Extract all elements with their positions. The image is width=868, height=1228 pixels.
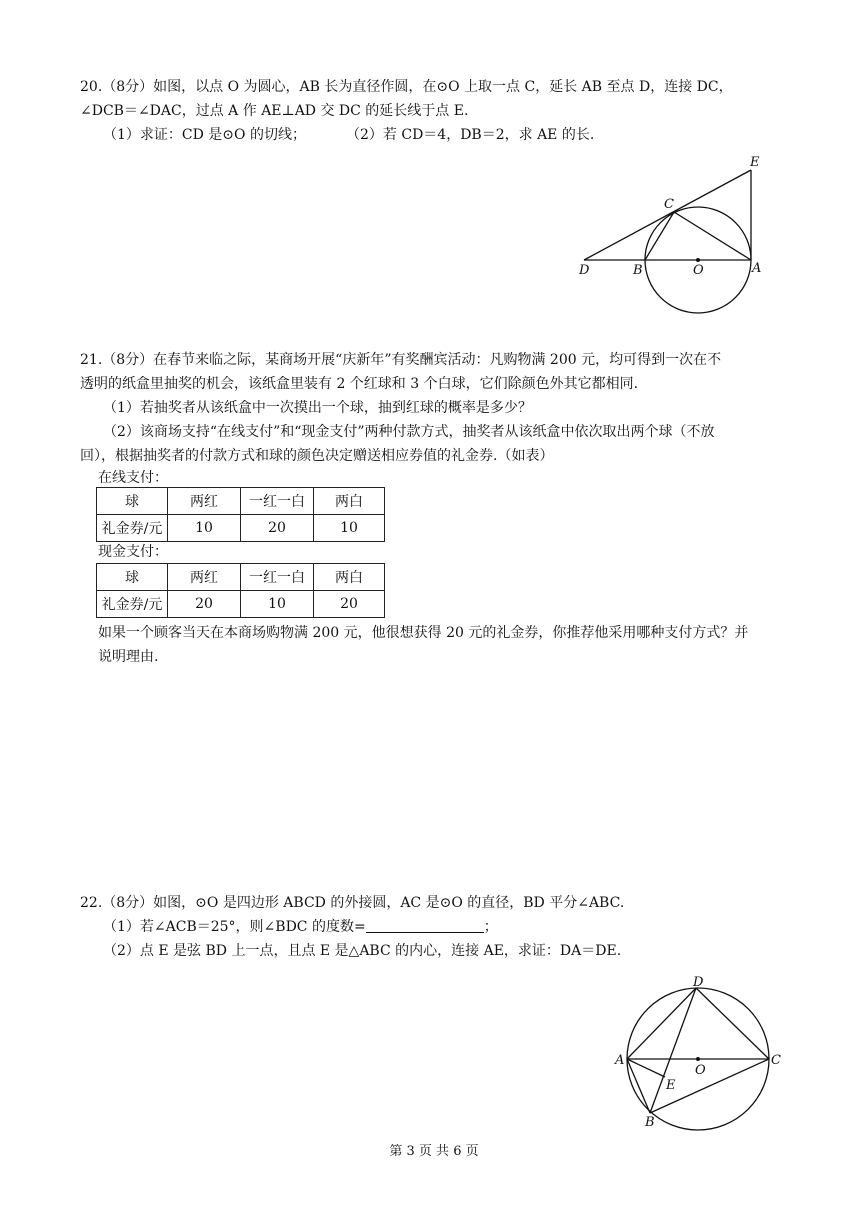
table-cell: 10: [314, 515, 385, 542]
q21-question-line1: 如果一个顾客当天在本商场购物满 200 元，他很想获得 20 元的礼金券，你推荐他采用哪种支付方式？并: [98, 625, 749, 641]
table-row: [97, 591, 385, 618]
q20-center-dot: [696, 258, 700, 262]
q20-label-D: D: [579, 263, 590, 278]
q22-part1-suffix: ；: [483, 919, 498, 935]
q22-figure: [605, 975, 795, 1135]
table-header-row: [97, 564, 385, 591]
q20-label-O: O: [693, 263, 704, 278]
answer-blank[interactable]: [366, 918, 484, 933]
table-cell: 球: [97, 488, 168, 515]
q20-label-B: B: [633, 263, 643, 278]
q22-part2: （2）点 E 是弦 BD 上一点，且点 E 是△ABC 的内心，连接 AE，求证：DA＝DE.: [103, 943, 622, 959]
q22-label-C: C: [771, 1053, 781, 1068]
q20-line2: ∠DCB＝∠DAC，过点 A 作 AE⊥AD 交 DC 的延长线于点 E.: [80, 103, 469, 119]
q22-line-AE: [627, 1059, 665, 1077]
table-cell: 20: [168, 591, 241, 618]
online-payment-label: 在线支付：: [98, 470, 168, 486]
table-cell: 一红一白: [241, 564, 314, 591]
q22-label-A: A: [615, 1053, 625, 1068]
table-cell: 两红: [168, 564, 241, 591]
q22-label-D: D: [693, 975, 704, 990]
q20-part2: （2）若 CD＝4，DB＝2，求 AE 的长.: [346, 127, 595, 143]
table-cell: 20: [241, 515, 314, 542]
q22-part1: [103, 917, 498, 937]
q22-label-O: O: [695, 1063, 706, 1078]
q21-line2: 透明的纸盒里抽奖的机会，该纸盒里装有 2 个红球和 3 个白球，它们除颜色外其它都相同.: [80, 376, 639, 392]
q22-line-DC: [696, 988, 769, 1059]
q20-part1: （1）求证：CD 是⊙O 的切线；: [103, 127, 306, 143]
q22-line-AB: [627, 1059, 650, 1113]
q22-line1: 22.（8分）如图，⊙O 是四边形 ABCD 的外接圆，AC 是⊙O 的直径，BD 平分∠ABC.: [80, 895, 625, 911]
q21-question-line2: 说明理由.: [98, 649, 159, 665]
q22-label-E: E: [666, 1078, 676, 1093]
q21-part2-line1: （2）该商场支持“在线支付”和“现金支付”两种付款方式，抽奖者从该纸盒中依次取出两个球（不放: [103, 424, 715, 440]
table-row: [97, 515, 385, 542]
table-cell: 10: [241, 591, 314, 618]
q21-line1: 21.（8分）在春节来临之际，某商场开展“庆新年”有奖酬宾活动：凡购物满 200 元，均可得到一次在不: [80, 352, 722, 368]
cash-payment-label: 现金支付：: [98, 544, 168, 560]
page-footer: 第 3 页 共 6 页: [389, 1144, 479, 1159]
q21-part1: （1）若抽奖者从该纸盒中一次摸出一个球，抽到红球的概率是多少？: [103, 400, 532, 416]
table-cell: 两白: [314, 564, 385, 591]
q20-figure: [570, 150, 770, 320]
q20-label-A: A: [752, 261, 762, 276]
q20-label-E: E: [750, 155, 760, 170]
table-cell: 球: [97, 564, 168, 591]
table-cell: 20: [314, 591, 385, 618]
table-cell: 10: [168, 515, 241, 542]
q22-part1-prefix: （1）若∠ACB＝25°，则∠BDC 的度数=: [103, 919, 366, 935]
q22-label-B: B: [645, 1115, 655, 1130]
cash-payment-table: [96, 563, 385, 618]
table-cell: 一红一白: [241, 488, 314, 515]
table-header-row: [97, 488, 385, 515]
q22-line-BD: [650, 988, 696, 1113]
q20-label-C: C: [664, 197, 674, 212]
q20-line1: 20.（8分）如图，以点 O 为圆心，AB 长为直径作圆，在⊙O 上取一点 C，延长 AB 至点 D，连接 DC，: [80, 79, 733, 95]
online-payment-table: [96, 487, 385, 542]
table-cell: 两红: [168, 488, 241, 515]
table-cell: 礼金券/元: [97, 515, 168, 542]
q21-part2-line2: 回），根据抽奖者的付款方式和球的颜色决定赠送相应券值的礼金券.（如表）: [80, 448, 554, 464]
q22-center-dot: [696, 1057, 700, 1061]
q20-line-CA: [674, 212, 751, 260]
table-cell: 两白: [314, 488, 385, 515]
table-cell: 礼金券/元: [97, 591, 168, 618]
